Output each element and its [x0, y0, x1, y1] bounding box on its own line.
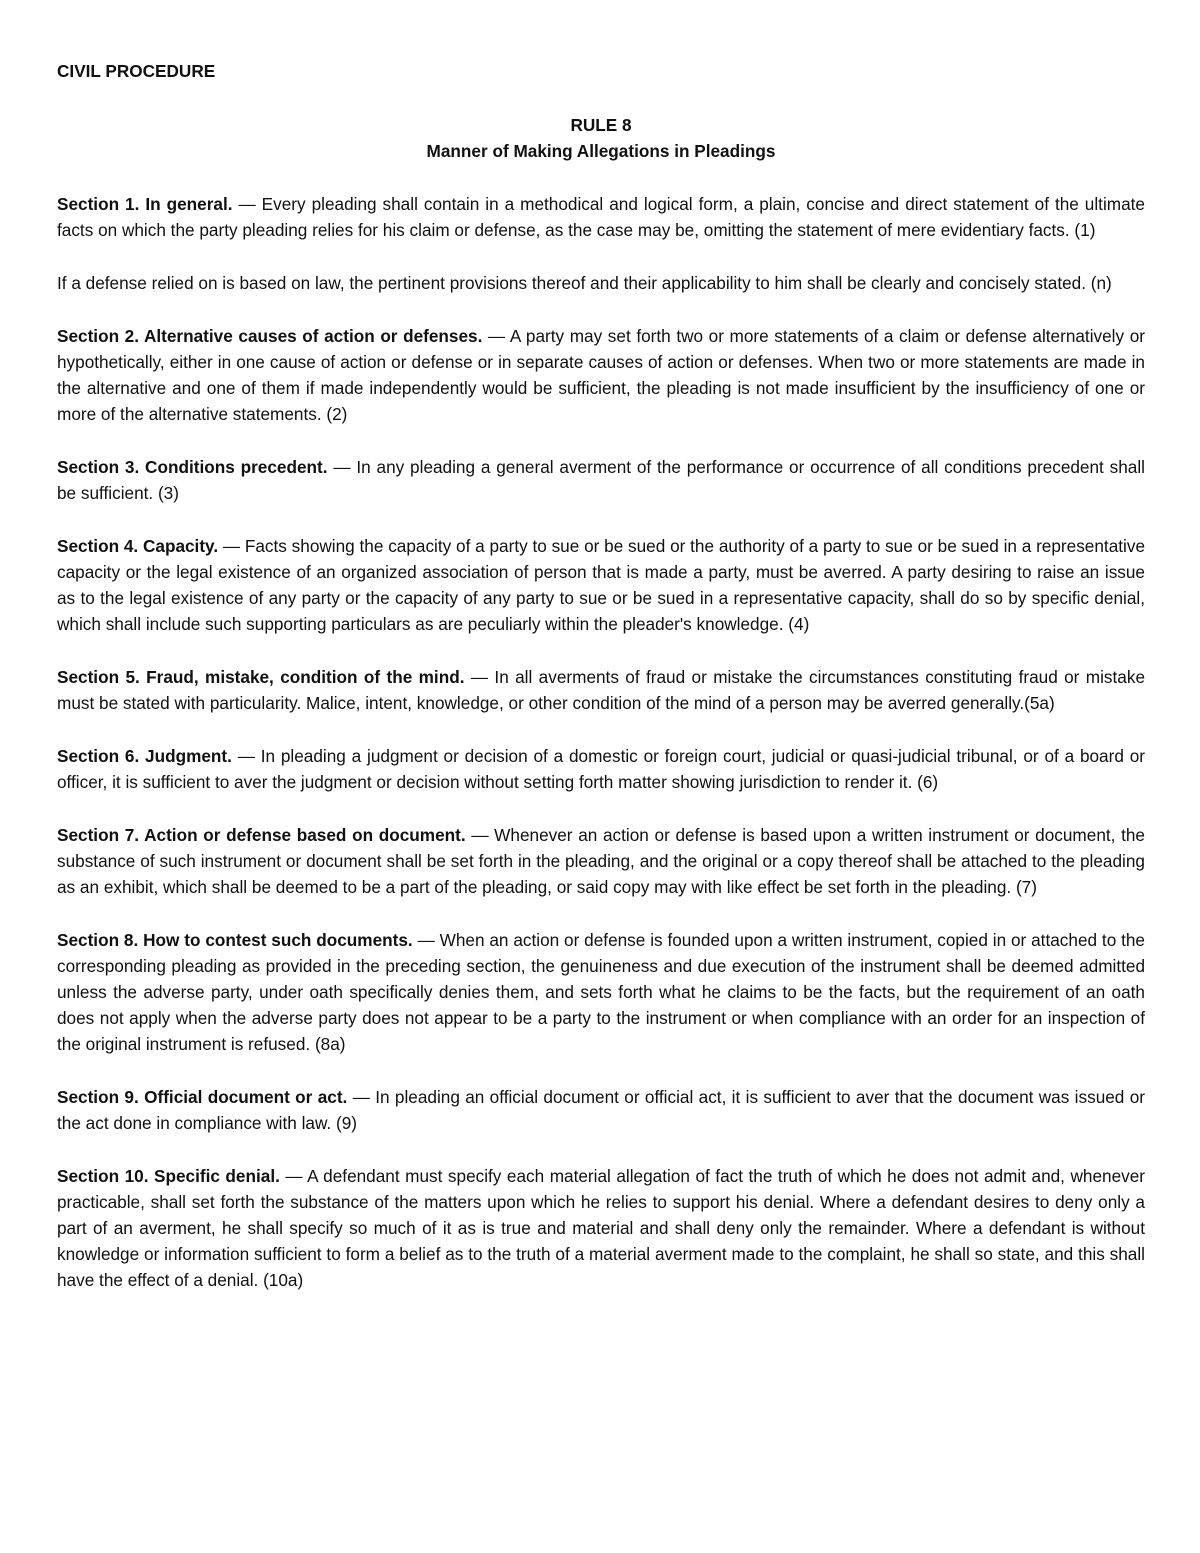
section-2-paragraph: [57, 323, 1145, 427]
section-heading: Section 1. In general.: [57, 194, 233, 214]
section-7-paragraph: [57, 822, 1145, 900]
rule-subtitle: Manner of Making Allegations in Pleadings: [426, 141, 776, 161]
section-9-paragraph: [57, 1084, 1145, 1136]
section-5-paragraph: [57, 664, 1145, 716]
section-body: If a defense relied on is based on law, the pertinent provisions thereof and their applicability to him shall be clearly and concisely stated. (n): [57, 273, 1112, 293]
section-4-paragraph: [57, 533, 1145, 637]
section-heading: Section 3. Conditions precedent.: [57, 457, 328, 477]
section-body: — A party may set forth two or more statements of a claim or defense alternatively or hypothetically, either in one cause of action or defense or in separate causes of action or defenses. When two or more statements are made in the alternative and one of them if made independently would be sufficient, the pleading is not made insufficient by the insufficiency of one or more of the alternative statements. (2): [57, 326, 1145, 424]
document-page: [57, 58, 1145, 1320]
section-body: — When an action or defense is founded upon a written instrument, copied in or attached to the corresponding pleading as provided in the preceding section, the genuineness and due execution of the instrument shall be deemed admitted unless the adverse party, under oath specifically denies them, and sets forth what he claims to be the facts, but the requirement of an oath does not apply when the adverse party does not appear to be a party to the instrument or when compliance with an order for an inspection of the original instrument is refused. (8a): [57, 930, 1145, 1054]
section-body: — In pleading an official document or official act, it is sufficient to aver that the document was issued or the act done in compliance with law. (9): [57, 1087, 1145, 1133]
section-heading: Section 8. How to contest such documents.: [57, 930, 413, 950]
document-header: CIVIL PROCEDURE: [57, 61, 216, 81]
section-6-paragraph: [57, 743, 1145, 795]
section-10-paragraph: [57, 1163, 1145, 1293]
section-body: — Whenever an action or defense is based upon a written instrument or document, the substance of such instrument or document shall be set forth in the pleading, and the original or a copy thereof shall be attached to the pleading as an exhibit, which shall be deemed to be a part of the pleading, or said copy may with like effect be set forth in the pleading. (7): [57, 825, 1145, 897]
section-1-defense-paragraph: [57, 270, 1145, 296]
section-8-paragraph: [57, 927, 1145, 1057]
section-heading: Section 6. Judgment.: [57, 746, 232, 766]
section-body: — A defendant must specify each material allegation of fact the truth of which he does not admit and, whenever practicable, shall set forth the substance of the matters upon which he relies to support his denial. Where a defendant desires to deny only a part of an averment, he shall specify so much of it as is true and material and shall deny only the remainder. Where a defendant is without knowledge or information sufficient to form a belief as to the truth of a material averment made to the complaint, he shall so state, and this shall have the effect of a denial. (10a): [57, 1166, 1145, 1290]
section-heading: Section 7. Action or defense based on document.: [57, 825, 466, 845]
section-heading: Section 2. Alternative causes of action or defenses.: [57, 326, 483, 346]
section-body: — Facts showing the capacity of a party to sue or be sued or the authority of a party to sue or be sued in a representative capacity or the legal existence of an organized association of person that is made a party, must be averred. A party desiring to raise an issue as to the legal existence of any party or the capacity of any party to sue or be sued in a representative capacity, shall do so by specific denial, which shall include such supporting particulars as are peculiarly within the pleader's knowledge. (4): [57, 536, 1146, 634]
section-3-paragraph: [57, 454, 1145, 506]
rule-title: RULE 8: [570, 115, 632, 135]
section-heading: Section 4. Capacity.: [57, 536, 219, 556]
section-heading: Section 9. Official document or act.: [57, 1087, 348, 1107]
section-body: — In any pleading a general averment of the performance or occurrence of all conditions precedent shall be sufficient. (3): [57, 457, 1145, 503]
section-list: [57, 191, 1145, 1293]
section-body: — In all averments of fraud or mistake the circumstances constituting fraud or mistake must be stated with particularity. Malice, intent, knowledge, or other condition of the mind of a person may be averred generally.(5a): [57, 667, 1145, 713]
section-1-paragraph: [57, 191, 1145, 243]
section-body: — In pleading a judgment or decision of a domestic or foreign court, judicial or quasi-judicial tribunal, or of a board or officer, it is sufficient to aver the judgment or decision without setting forth matter showing jurisdiction to render it. (6): [57, 746, 1145, 792]
section-body: — Every pleading shall contain in a methodical and logical form, a plain, concise and direct statement of the ultimate facts on which the party pleading relies for his claim or defense, as the case may be, omitting the statement of mere evidentiary facts. (1): [57, 194, 1145, 240]
section-heading: Section 10. Specific denial.: [57, 1166, 280, 1186]
section-heading: Section 5. Fraud, mistake, condition of the mind.: [57, 667, 465, 687]
